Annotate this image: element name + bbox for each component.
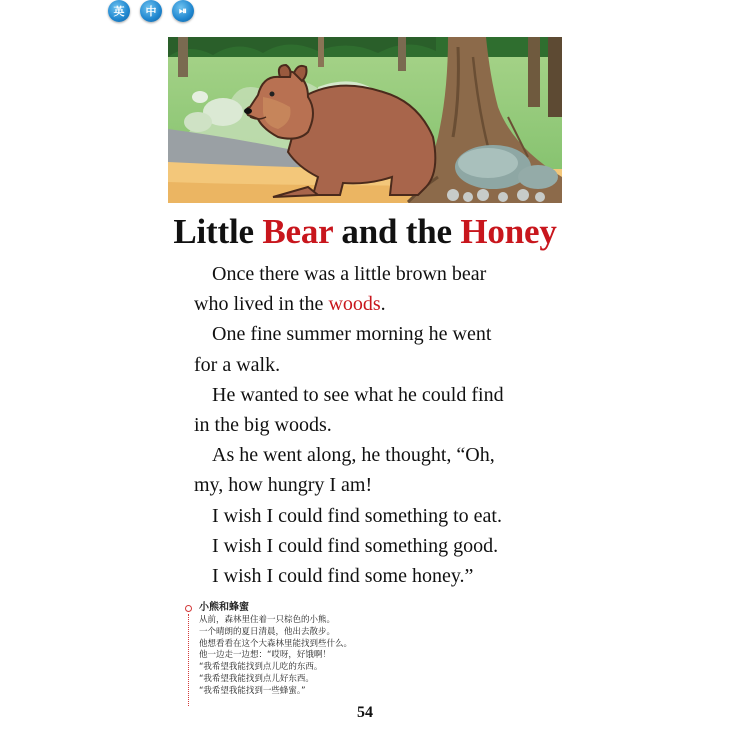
story-text-segment: who lived in the xyxy=(194,293,329,316)
vocab-word-woods: woods xyxy=(328,293,381,316)
story-text xyxy=(194,259,564,591)
english-audio-button[interactable] xyxy=(108,0,130,22)
story-line: I wish I could find some honey.” xyxy=(212,564,474,587)
title-highlight-honey: Honey xyxy=(460,212,557,251)
title-highlight-bear: Bear xyxy=(262,212,333,251)
story-line: in the big woods. xyxy=(194,413,332,436)
story-line: One fine summer morning he went xyxy=(212,323,492,346)
chinese-audio-button[interactable] xyxy=(140,0,162,22)
title-part2: and the xyxy=(332,212,461,251)
play-pause-icon: ⏯ xyxy=(179,5,187,17)
translation-line: 一个晴朗的夏日清晨，他出去散步。 xyxy=(199,626,336,637)
story-text-segment: . xyxy=(380,293,386,316)
play-pause-button[interactable] xyxy=(172,0,194,22)
chinese-audio-icon: 中 xyxy=(145,5,157,18)
english-audio-icon: 英 xyxy=(113,5,125,18)
bear-illustration xyxy=(168,37,562,203)
story-line: I wish I could find something to eat. xyxy=(212,504,502,527)
translation-line: 他一边走一边想：“哎呀，好饿啊！ xyxy=(199,650,331,661)
translation-title: 小熊和蜂蜜 xyxy=(199,602,249,613)
story-line: for a walk. xyxy=(194,353,281,376)
bullet-dot-icon xyxy=(185,605,192,612)
story-line: As he went along, he thought, “Oh, xyxy=(212,444,495,467)
translation-line: 从前，森林里住着一只棕色的小熊。 xyxy=(199,615,336,625)
chinese-translation xyxy=(189,601,449,698)
translation-line: “我希望我能找到一些蜂蜜。” xyxy=(199,685,306,696)
story-line: He wanted to see what he could find xyxy=(212,383,504,406)
translation-line: “我希望我能找到点儿吃的东西。 xyxy=(199,662,323,673)
story-line: my, how hungry I am! xyxy=(194,474,373,497)
translation-line: “我希望我能找到点儿好东西。 xyxy=(199,673,314,684)
page-number: 54 xyxy=(357,704,373,721)
story-line: Once there was a little brown bear xyxy=(212,263,487,285)
story-line xyxy=(194,289,564,319)
story-line: I wish I could find something good. xyxy=(212,534,499,557)
translation-line: 他想看看在这个大森林里能找到些什么。 xyxy=(199,638,353,649)
title-part1: Little xyxy=(173,212,263,251)
dotted-divider xyxy=(188,614,189,706)
story-title xyxy=(168,212,562,252)
